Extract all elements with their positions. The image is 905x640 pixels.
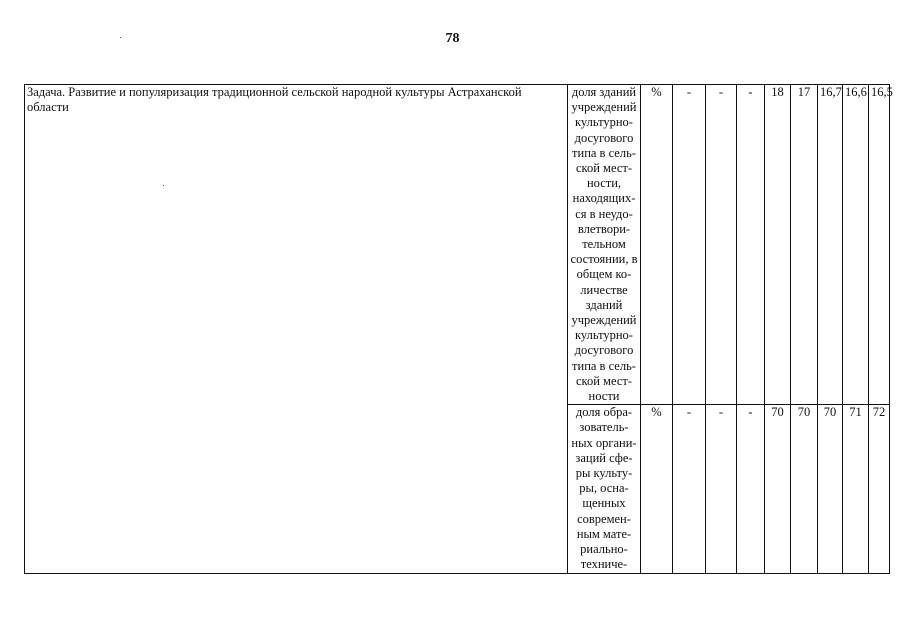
value-cell: - [673,85,706,405]
scan-speck [120,37,121,38]
value-cell: 70 [818,405,843,573]
value-cell: - [737,405,765,573]
value-cell: 17 [791,85,818,405]
indicators-table [24,84,893,574]
value-cell: 16,5 [869,85,890,405]
table-row [25,85,890,405]
value-cell: 72 [869,405,890,573]
indicator-cell: доля зданий учреждений культурно-досугового типа в сель-ской мест-ности, находящих-ся в неудо-влетвори-тельном состоянии, в общем ко-личестве зданий учреждений культурно-досугового типа в сель-ской мест-ности [568,85,641,405]
indicator-cell: доля обра-зователь-ных органи-заций сфе-ры культу-ры, осна-щенных современ-ным мате-риально-техниче- [568,405,641,573]
task-cell: Задача. Развитие и популяризация традиционной сельской народной культуры Астраханской области [25,85,568,574]
value-cell: 16,7 [818,85,843,405]
value-cell: - [737,85,765,405]
unit-cell: % [641,85,673,405]
value-cell: 70 [765,405,791,573]
value-cell: - [706,405,737,573]
value-cell: 18 [765,85,791,405]
value-cell: - [706,85,737,405]
value-cell: - [673,405,706,573]
value-cell: 71 [843,405,869,573]
unit-cell: % [641,405,673,573]
page-number: 78 [445,31,460,46]
value-cell: 70 [791,405,818,573]
value-cell: 16,6 [843,85,869,405]
